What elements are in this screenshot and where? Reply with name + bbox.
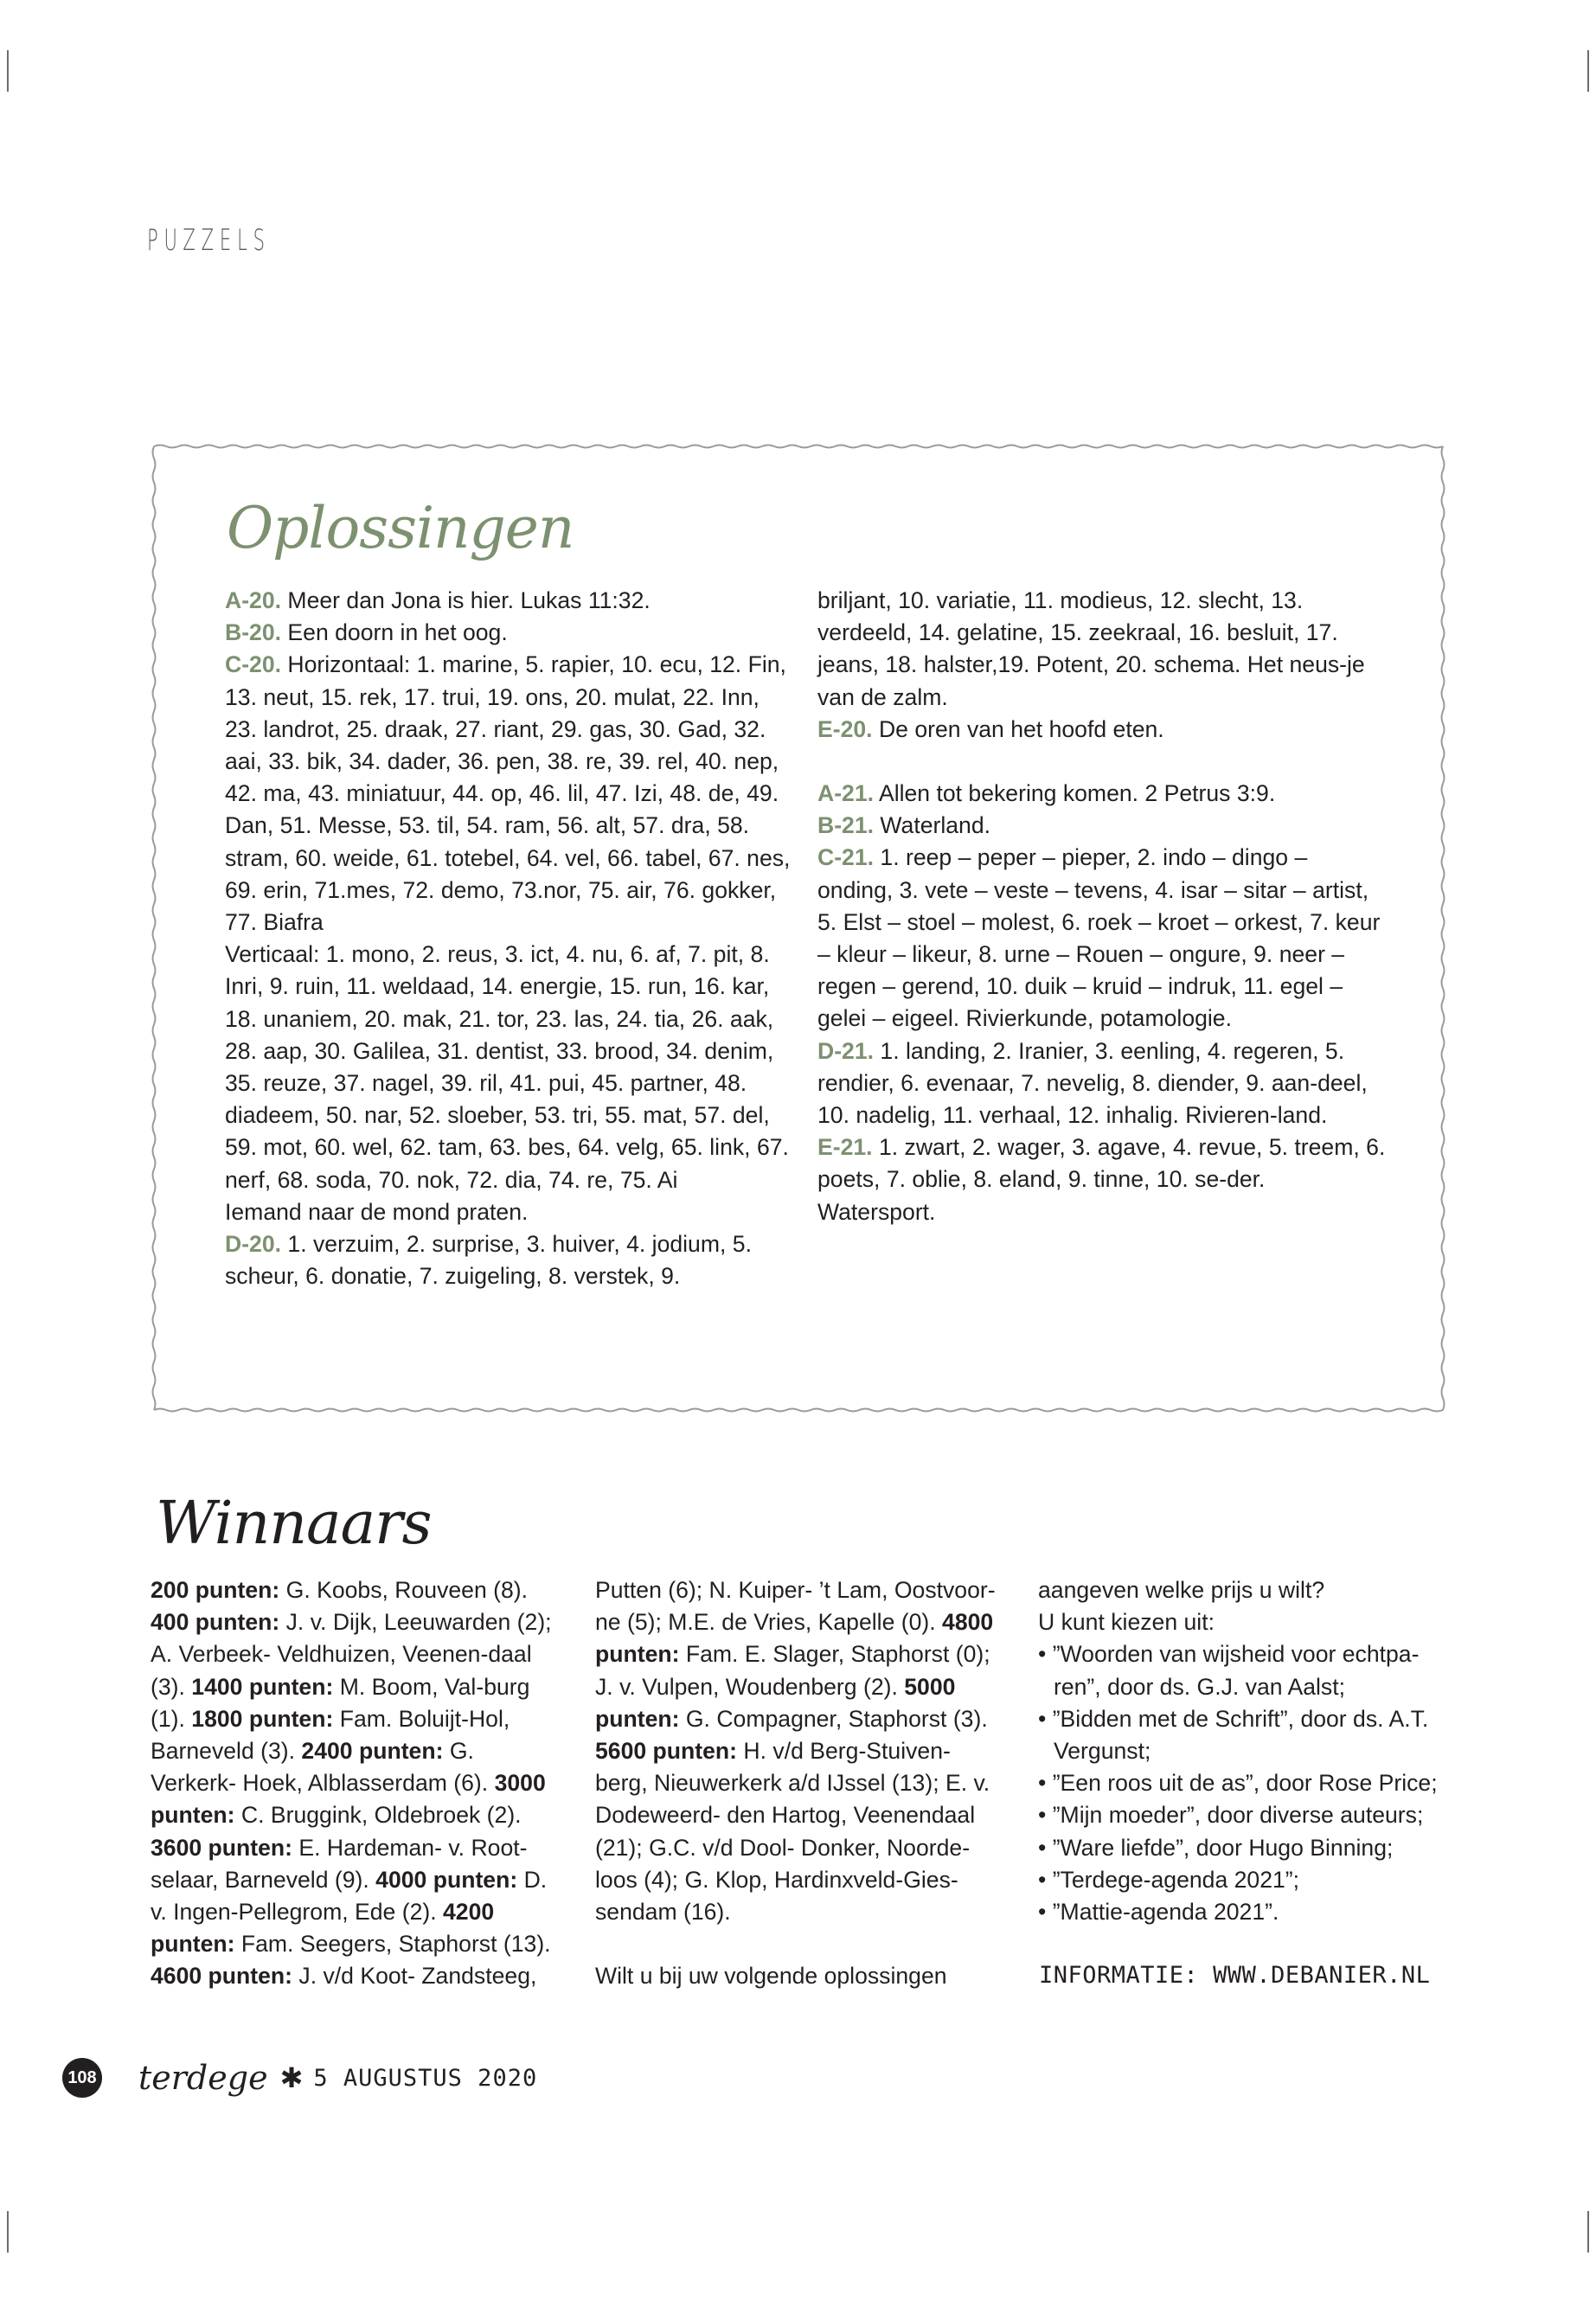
solutions-left-column: [225, 585, 796, 1292]
points-label: 4600 punten:: [151, 1963, 293, 1990]
winners-list-continued: [595, 1574, 1002, 1928]
section-label: PUZZELS: [147, 223, 271, 258]
winners-list: [151, 1574, 557, 1993]
winner-names: G. Koobs, Rouveen (8).: [279, 1577, 529, 1603]
solution-paragraph: [225, 649, 796, 939]
winner-names: G. Compagner, Staphorst (3).: [679, 1705, 988, 1732]
points-label: 5600 punten:: [595, 1738, 738, 1765]
solution-text: Verticaal: 1. mono, 2. reus, 3. ict, 4. nu, 6. af, 7. pit, 8. Inri, 9. ruin, 11. weldaad, 14. energie, 15. run, 16. kar, 18. unaniem, 20. mak, 21. tor, 23. las, 24. tia, 26. aak, 28. aap, 30. Galilea, 31. dentist, 33. brood, 34. denim, 35. reuze, 37. nagel, 39. ril, 41. pui, 45. partner, 48. diadeem, 50. nar, 52. sloeber, 53. tri, 55. mat, 57. del, 59. mot, 60. wel, 62. tam, 63. bes, 64. velg, 65. link, 67. nerf, 68. soda, 70. nok, 72. dia, 74. re, 75. Ai: [225, 941, 789, 1193]
winner-names: M. Boom, Val-burg (1).: [151, 1673, 530, 1732]
winners-column-3: [1038, 1574, 1453, 1928]
solution-paragraph: [817, 1131, 1388, 1228]
solution-text: Waterland.: [874, 812, 991, 839]
solution-text: 1. landing, 2. Iranier, 3. eenling, 4. regeren, 5. rendier, 6. evenaar, 7. nevelig, 8. diender, 9. aan-deel, 10. nadelig, 11. verhaal, 12. inhalig. Rivieren-land.: [817, 1037, 1368, 1129]
solution-text: Allen tot bekering komen. 2 Petrus 3:9.: [874, 780, 1276, 807]
page-number: 108: [62, 2058, 102, 2098]
winner-names: C. Bruggink, Oldebroek (2).: [234, 1802, 522, 1829]
points-label: 4000 punten:: [375, 1866, 518, 1893]
solution-paragraph: [225, 1228, 796, 1292]
issue-date: 5 AUGUSTUS 2020: [313, 2064, 538, 2092]
winner-names: E. Hardeman- v. Root-selaar, Barneveld (9).: [151, 1834, 528, 1893]
solution-paragraph: [817, 810, 1388, 842]
winner-names: Fam. Boluijt-Hol, Barneveld (3).: [151, 1705, 510, 1765]
winner-names: D. v. Ingen-Pellegrom, Ede (2).: [151, 1866, 548, 1926]
solution-paragraph: [817, 842, 1388, 1035]
puzzle-code: E-21.: [817, 1134, 873, 1161]
winners-column-1: [151, 1574, 557, 1993]
prize-question: aangeven welke prijs u wilt?: [1038, 1577, 1325, 1603]
points-label: 3000 punten:: [151, 1770, 546, 1829]
winner-names: H. v/d Berg-Stuiven-berg, Nieuwerkerk a/d IJssel (13); E. v. Dodeweerd- den Hartog, Veenendaal (21); G.C. v/d Dool- Donker, Noorde-loos (4); G. Klop, Hardinxveld-Gies-sendam (16).: [595, 1738, 990, 1926]
prize-item: • ”Bidden met de Schrift”, door ds. A.T. Vergunst;: [1038, 1705, 1429, 1765]
points-label: 4800 punten:: [595, 1609, 994, 1668]
star-icon: ✱: [279, 2062, 304, 2093]
winners-title: Winnaars: [156, 1490, 432, 1558]
solution-text: De oren van het hoofd eten.: [872, 715, 1164, 742]
winners-column-2: [595, 1574, 1002, 1992]
winner-names: Putten (6); N. Kuiper- ’t Lam, Oostvoor-ne (5); M.E. de Vries, Kapelle (0).: [595, 1577, 996, 1636]
prize-item: • ”Woorden van wijsheid voor echtpa-ren”, door ds. G.J. van Aalst;: [1038, 1641, 1420, 1700]
winner-names: J. v/d Koot- Zandsteeg,: [292, 1963, 537, 1990]
points-label: 5000 punten:: [595, 1673, 956, 1732]
points-label: 1400 punten:: [191, 1673, 334, 1700]
points-label: 400 punten:: [151, 1609, 280, 1636]
crop-mark-top-right: [1587, 50, 1589, 92]
solution-paragraph: [225, 585, 796, 617]
solution-paragraph: [225, 1196, 796, 1228]
paragraph-gap: [817, 746, 1388, 778]
points-label: 2400 punten:: [301, 1738, 444, 1765]
solution-text: 1. verzuim, 2. surprise, 3. huiver, 4. jodium, 5. scheur, 6. donatie, 7. zuigeling, 8. verstek, 9.: [225, 1231, 752, 1290]
brand-logo: terdege: [138, 2059, 268, 2097]
solution-text: briljant, 10. variatie, 11. modieus, 12. slecht, 13. verdeeld, 14. gelatine, 15. zeekraal, 16. besluit, 17. jeans, 18. halster,19. Potent, 20. schema. Het neus-je van de zalm.: [817, 587, 1365, 710]
prize-item: • ”Mijn moeder”, door diverse auteurs;: [1038, 1802, 1424, 1829]
puzzle-code: B-20.: [225, 619, 282, 646]
solution-paragraph: [817, 714, 1388, 746]
points-label: 3600 punten:: [151, 1834, 293, 1861]
solution-text: 1. reep – peper – pieper, 2. indo – dingo – onding, 3. vete – veste – tevens, 4. isar – sitar – artist, 5. Elst – stoel – molest, 6. roek – kroet – orkest, 7. keur – kleur – likeur, 8. urne – Rouen – ongure, 9. neer – regen – gerend, 10. duik – kruid – indruk, 11. egel – gelei – eigeel. Rivierkunde, potamologie.: [817, 844, 1381, 1032]
prize-list: [1038, 1638, 1453, 1928]
solution-text: Iemand naar de mond praten.: [225, 1198, 529, 1225]
puzzle-code: E-20.: [817, 715, 873, 742]
crop-mark-bottom-left: [7, 2211, 9, 2253]
solutions-title: Oplossingen: [227, 495, 574, 561]
crop-mark-top-left: [7, 50, 9, 92]
puzzle-code: D-21.: [817, 1037, 875, 1064]
winner-names: G. Verkerk- Hoek, Alblasserdam (6).: [151, 1738, 495, 1797]
solution-paragraph: [225, 617, 796, 649]
prize-item: • ”Mattie-agenda 2021”.: [1038, 1899, 1279, 1926]
solution-paragraph: [817, 585, 1388, 714]
solution-text: Horizontaal: 1. marine, 5. rapier, 10. ecu, 12. Fin, 13. neut, 15. rek, 17. trui, 19. ons, 20. mulat, 22. Inn, 23. landrot, 25. draak, 27. riant, 29. gas, 30. Gad, 32. aai, 33. bik, 34. dader, 36. pen, 38. re, 39. rel, 40. nep, 42. ma, 43. miniatuur, 44. op, 46. lil, 47. Izi, 48. de, 49. Dan, 51. Messe, 53. til, 54. ram, 56. alt, 57. dra, 58. stram, 60. weide, 61. totebel, 64. vel, 66. tabel, 67. nes, 69. erin, 71.mes, 72. demo, 73.nor, 75. air, 76. gokker, 77. Biafra: [225, 651, 791, 936]
paragraph-gap: [595, 1928, 1002, 1960]
winner-names: Fam. E. Slager, Staphorst (0); J. v. Vulpen, Woudenberg (2).: [595, 1641, 990, 1700]
puzzle-code: C-21.: [817, 844, 875, 871]
solution-text: 1. zwart, 2. wager, 3. agave, 4. revue, 5. treem, 6. poets, 7. oblie, 8. eland, 9. tinne, 10. se-der. Watersport.: [817, 1134, 1386, 1225]
solution-paragraph: [817, 778, 1388, 810]
crop-mark-bottom-right: [1587, 2211, 1589, 2253]
puzzle-code: C-20.: [225, 651, 282, 678]
solution-paragraph: [225, 939, 796, 1196]
puzzle-code: B-21.: [817, 812, 875, 839]
solutions-right-column: [817, 585, 1388, 1228]
prize-item: • ”Ware liefde”, door Hugo Binning;: [1038, 1834, 1394, 1861]
puzzle-code: A-20.: [225, 587, 282, 613]
prize-item: • ”Een roos uit de as”, door Rose Price;: [1038, 1770, 1438, 1797]
prize-choose: U kunt kiezen uit:: [1038, 1609, 1215, 1636]
solution-paragraph: [817, 1035, 1388, 1132]
prize-item: • ”Terdege-agenda 2021”;: [1038, 1866, 1300, 1893]
points-label: 200 punten:: [151, 1577, 280, 1603]
solution-text: Meer dan Jona is hier. Lukas 11:32.: [281, 587, 651, 613]
puzzle-code: D-20.: [225, 1231, 282, 1258]
info-link[interactable]: INFORMATIE: WWW.DEBANIER.NL: [1039, 1962, 1431, 1989]
puzzle-code: A-21.: [817, 780, 875, 807]
page-footer: [62, 2057, 537, 2099]
solution-text: Een doorn in het oog.: [281, 619, 508, 646]
winner-names: J. v. Dijk, Leeuwarden (2); A. Verbeek- Veldhuizen, Veenen-daal (3).: [151, 1609, 552, 1700]
winners-instruction: Wilt u bij uw volgende oplossingen: [595, 1963, 947, 1990]
points-label: 4200 punten:: [151, 1899, 495, 1958]
points-label: 1800 punten:: [191, 1705, 334, 1732]
winner-names: Fam. Seegers, Staphorst (13).: [234, 1931, 551, 1958]
